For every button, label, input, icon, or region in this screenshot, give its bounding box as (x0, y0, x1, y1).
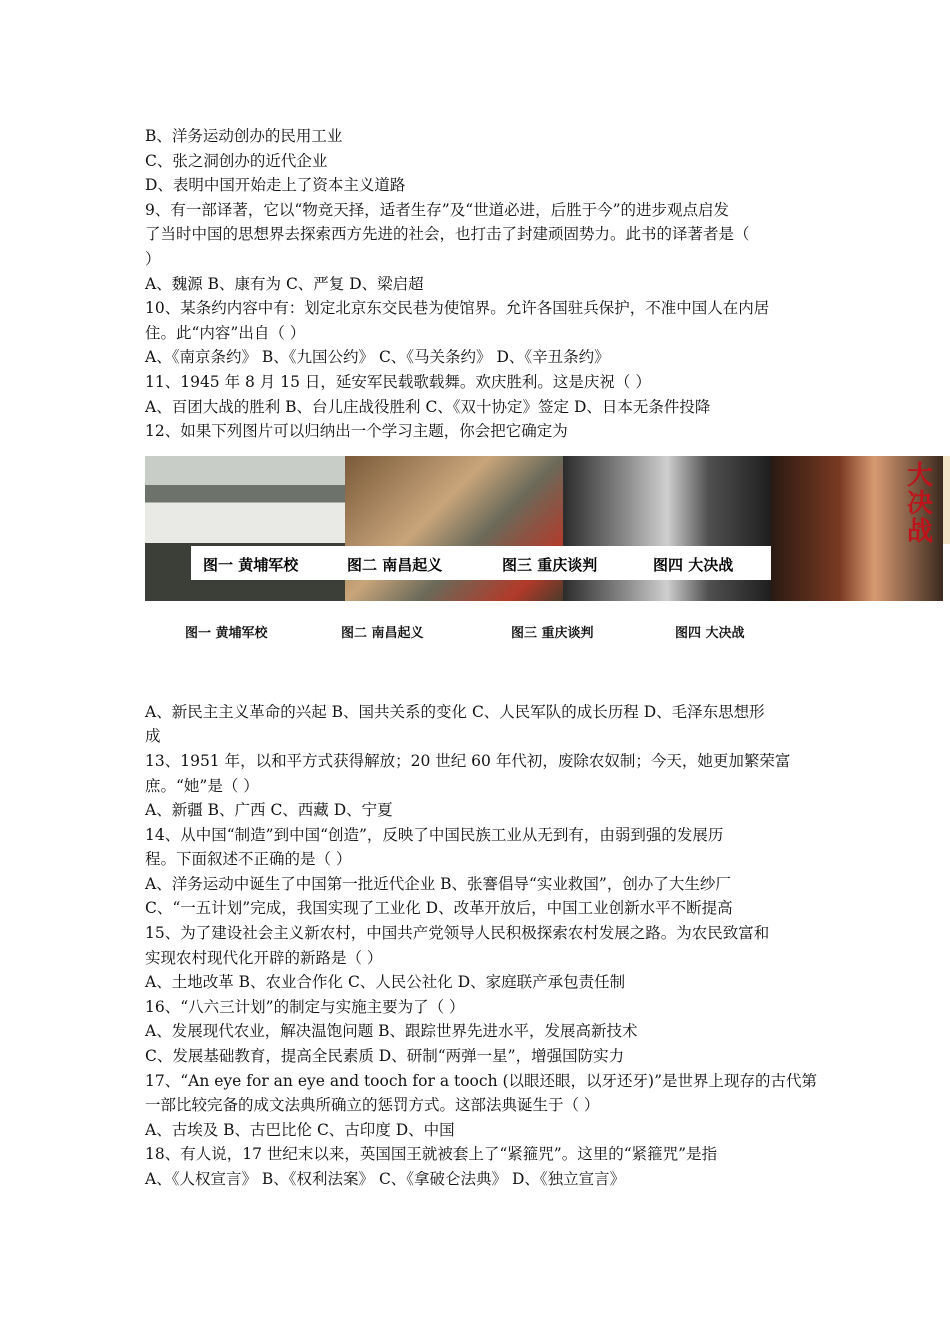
text-line: 成 (145, 727, 161, 746)
text-line: C、发展基础教育，提高全民素质 D、研制“两弹一星”，增强国防实力 (145, 1047, 625, 1066)
poster-strip (943, 456, 950, 544)
text-line: 14、从中国“制造”到中国“创造”，反映了中国民族工业从无到有，由弱到强的发展历 (145, 825, 724, 844)
text-line: 了当时中国的思想界去探索西方先进的社会，也打击了封建顽固势力。此书的译著者是（ (145, 225, 750, 244)
text-line: 13、1951 年，以和平方式获得解放；20 世纪 60 年代初，废除农奴制；今天，她更加繁荣富 (145, 751, 791, 770)
text-line: A、《南京条约》 B、《九国公约》 C、《马关条约》 D、《辛丑条约》 (145, 348, 610, 367)
text-line: C、张之洞创办的近代企业 (145, 151, 328, 170)
text-line: 一部比较完备的成文法典所确立的惩罚方式。这部法典诞生于（ ） (145, 1096, 600, 1115)
text-line: 程。下面叙述不正确的是（ ） (145, 850, 352, 869)
text-line: B、洋务运动创办的民用工业 (145, 127, 343, 145)
caption-bottom-2: 图二 南昌起义 (341, 625, 424, 641)
text-line: 住。此“内容”出自（ ） (145, 323, 306, 342)
text-line: 实现农村现代化开辟的新路是（ ） (145, 948, 383, 967)
questions-after-figure (145, 700, 815, 1192)
text-line: D、表明中国开始走上了资本主义道路 (145, 176, 406, 195)
caption-bottom-3: 图三 重庆谈判 (511, 625, 594, 641)
text-line: A、发展现代农业，解决温饱问题 B、跟踪世界先进水平，发展高新技术 (145, 1022, 638, 1041)
text-line: 庶。“她”是（ ） (145, 776, 259, 795)
text-line: 17、“An eye for an eye and tooch for a tooch (以眼还眼，以牙还牙)”是世界上现存的古代第 (145, 1071, 817, 1090)
caption-bottom-1: 图一 黄埔军校 (185, 625, 268, 641)
text-line: C、“一五计划”完成，我国实现了工业化 D、改革开放后，中国工业创新水平不断提高 (145, 899, 733, 918)
text-line: A、古埃及 B、古巴比伦 C、古印度 D、中国 (145, 1120, 455, 1139)
text-line: 16、“八六三计划”的制定与实施主要为了（ ） (145, 997, 465, 1016)
text-line: A、《人权宣言》 B、《权利法案》 C、《拿破仑法典》 D、《独立宣言》 (145, 1170, 626, 1188)
text-line: ） (145, 249, 161, 268)
document-page (145, 124, 933, 1192)
text-line: A、新民主主义革命的兴起 B、国共关系的变化 C、人民军队的成长历程 D、毛泽东思想形 (145, 702, 765, 721)
text-line: A、土地改革 B、农业合作化 C、人民公社化 D、家庭联产承包责任制 (145, 973, 626, 992)
text-line: 15、为了建设社会主义新农村，中国共产党领导人民积极探索农村发展之路。为农民致富和 (145, 924, 770, 943)
caption-bottom-4: 图四 大决战 (675, 625, 745, 641)
figure-question-12 (145, 456, 950, 644)
text-line: 12、如果下列图片可以归纳出一个学习主题，你会把它确定为 (145, 422, 568, 441)
questions-before-figure (145, 124, 815, 444)
caption-top-3: 图三 重庆谈判 (502, 555, 598, 574)
caption-top-2: 图二 南昌起义 (347, 555, 443, 574)
caption-top-1: 图一 黄埔军校 (203, 555, 299, 574)
text-line: A、新疆 B、广西 C、西藏 D、宁夏 (145, 801, 393, 820)
text-line: 11、1945 年 8 月 15 日，延安军民载歌载舞。欢庆胜利。这是庆祝（ ） (145, 372, 651, 391)
text-line: A、魏源 B、康有为 C、严复 D、梁启超 (145, 274, 424, 293)
caption-top-4: 图四 大决战 (653, 555, 734, 574)
text-line: 10、某条约内容中有：划定北京东交民巷为使馆界。允许各国驻兵保护，不准中国人在内居 (145, 299, 770, 318)
text-line: A、洋务运动中诞生了中国第一批近代企业 B、张謇倡导“实业救国”，创办了大生纱厂 (145, 874, 731, 893)
text-line: 18、有人说，17 世纪末以来，英国国王就被套上了“紧箍咒”。这里的“紧箍咒”是指 (145, 1145, 718, 1164)
text-line: 9、有一部译著，它以“物竞天择，适者生存”及“世道必进，后胜于今”的进步观点启发 (145, 200, 730, 219)
poster-title: 大决战 (906, 460, 933, 547)
text-line: A、百团大战的胜利 B、台儿庄战役胜利 C、《双十协定》签定 D、日本无条件投降 (145, 397, 711, 416)
